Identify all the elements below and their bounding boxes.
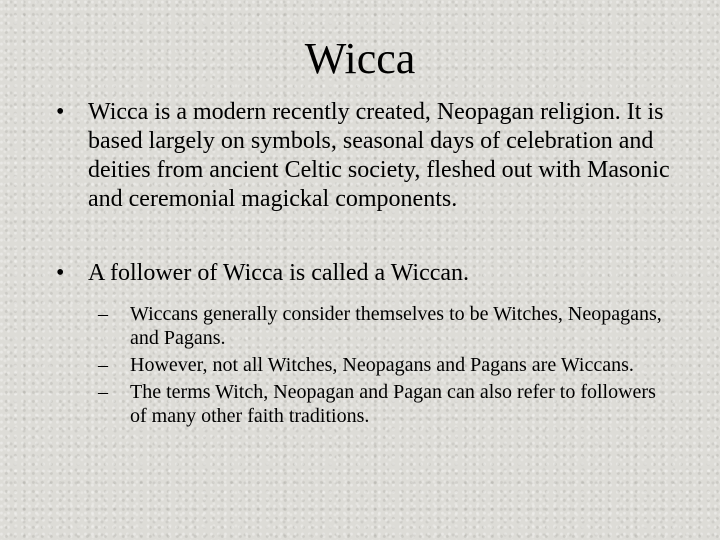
bullet-list xyxy=(56,98,676,428)
bullet-marker: • xyxy=(56,99,65,125)
sub-bullet-list xyxy=(88,302,676,428)
bullet-text: A follower of Wicca is called a Wiccan. xyxy=(88,260,470,286)
slide-title: Wicca xyxy=(304,34,416,83)
sub-bullet-text: However, not all Witches, Neopagans and Pagans are Wiccans. xyxy=(130,354,634,376)
sub-bullet-text: The terms Witch, Neopagan and Pagan can also refer to followers of many other faith traditions. xyxy=(130,381,656,427)
sub-bullet-item xyxy=(98,302,676,350)
sub-bullet-text: Wiccans generally consider themselves to be Witches, Neopagans, and Pagans. xyxy=(130,303,662,349)
bullet-marker: • xyxy=(56,260,65,286)
bullet-item xyxy=(56,259,676,428)
sub-bullet-marker: – xyxy=(98,354,108,376)
bullet-text: Wicca is a modern recently created, Neopagan religion. It is based largely on symbols, seasonal days of celebration and deities from ancient Celtic society, fleshed out with Masonic and ceremonial magickal components. xyxy=(88,99,670,212)
sub-bullet-item xyxy=(98,380,676,428)
sub-bullet-item xyxy=(98,353,676,377)
sub-bullet-marker: – xyxy=(98,381,108,403)
bullet-item xyxy=(56,98,676,214)
sub-bullet-marker: – xyxy=(98,303,108,325)
